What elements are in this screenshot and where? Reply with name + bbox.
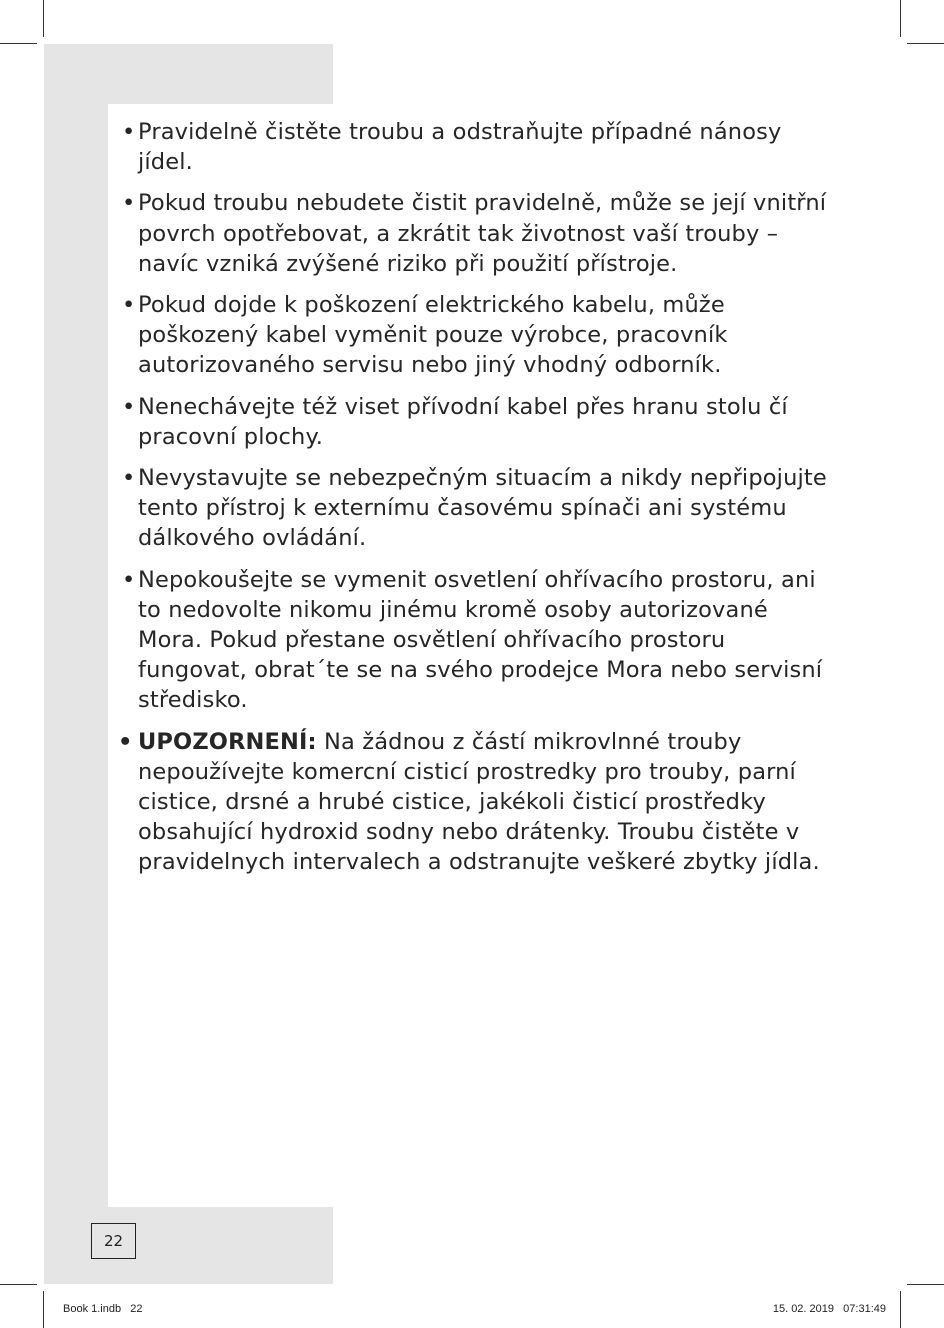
list-item: [118, 188, 838, 279]
list-item-text: Nenechávejte též viset přívodní kabel přes hranu stolu čí pracovní plochy.: [138, 393, 788, 450]
bullet: •: [122, 566, 136, 593]
crop-mark: [907, 43, 944, 44]
bullet: •: [122, 465, 136, 492]
warning-text: Na žádnou z částí mikrovlnné trouby nepoužívejte komercní cisticí prostredky pro trouby, parní cistice, drsné a hrubé cistice, jakékoli čisticí prostředky obsahující hydroxid sodny nebo drátenky. Troubu čistěte v pravidelnych intervalech a odstranujte veškeré zbytky jídla.: [138, 728, 820, 876]
crop-mark: [0, 1284, 37, 1285]
list-item-text: Pravidelně čistěte troubu a odstraňujte případné nánosy jídel.: [138, 119, 782, 176]
crop-mark: [900, 0, 901, 37]
grey-band-bottom: [44, 1207, 333, 1284]
list-item-text: Nevystavujte se nebezpečným situacím a nikdy nepřipojujte tento přístroj k externímu časovému spínači ani systému dálkového ovládání.: [138, 465, 827, 552]
bullet: •: [122, 119, 136, 145]
list-item: [118, 463, 838, 554]
list-item-text: Pokud dojde k poškození elektrického kabelu, může poškozený kabel vyměnit pouze výrobce, pracovník autorizovaného servisu nebo jiný vhodný odborník.: [138, 292, 728, 379]
crop-mark: [0, 43, 37, 44]
crop-mark: [43, 1291, 44, 1328]
bullet: •: [122, 292, 136, 319]
list-item: [118, 117, 838, 177]
bullet: •: [122, 393, 136, 420]
instruction-list: [118, 117, 838, 889]
footer-file-info: Book 1.indb 22: [63, 1303, 143, 1315]
page-number: 22: [91, 1223, 136, 1259]
crop-mark: [900, 1291, 901, 1328]
bullet: •: [118, 728, 133, 755]
bullet: •: [122, 190, 136, 217]
crop-mark: [907, 1284, 944, 1285]
list-item-text: Nepokoušejte se vymenit osvetlení ohřívacího prostoru, ani to nedovolte nikomu jinému kromě osoby autorizované Mora. Pokud přestane osvětlení ohřívacího prostoru fungovat, obrat´te se na svého prodejce Mora nebo servisní středisko.: [138, 566, 823, 714]
list-item: [118, 392, 838, 452]
warning-item: [118, 727, 838, 878]
crop-mark: [43, 0, 44, 37]
list-item: [118, 290, 838, 381]
list-item: [118, 565, 838, 716]
footer-timestamp: 15. 02. 2019 07:31:49: [772, 1303, 886, 1315]
grey-band-left: [44, 44, 108, 1284]
warning-label: UPOZORNENÍ:: [138, 728, 317, 755]
list-item-text: Pokud troubu nebudete čistit pravidelně, může se její vnitřní povrch opotřebovat, a zkrátit tak životnost vaší trouby – navíc vzniká zvýšené riziko při použití přístroje.: [138, 190, 827, 277]
